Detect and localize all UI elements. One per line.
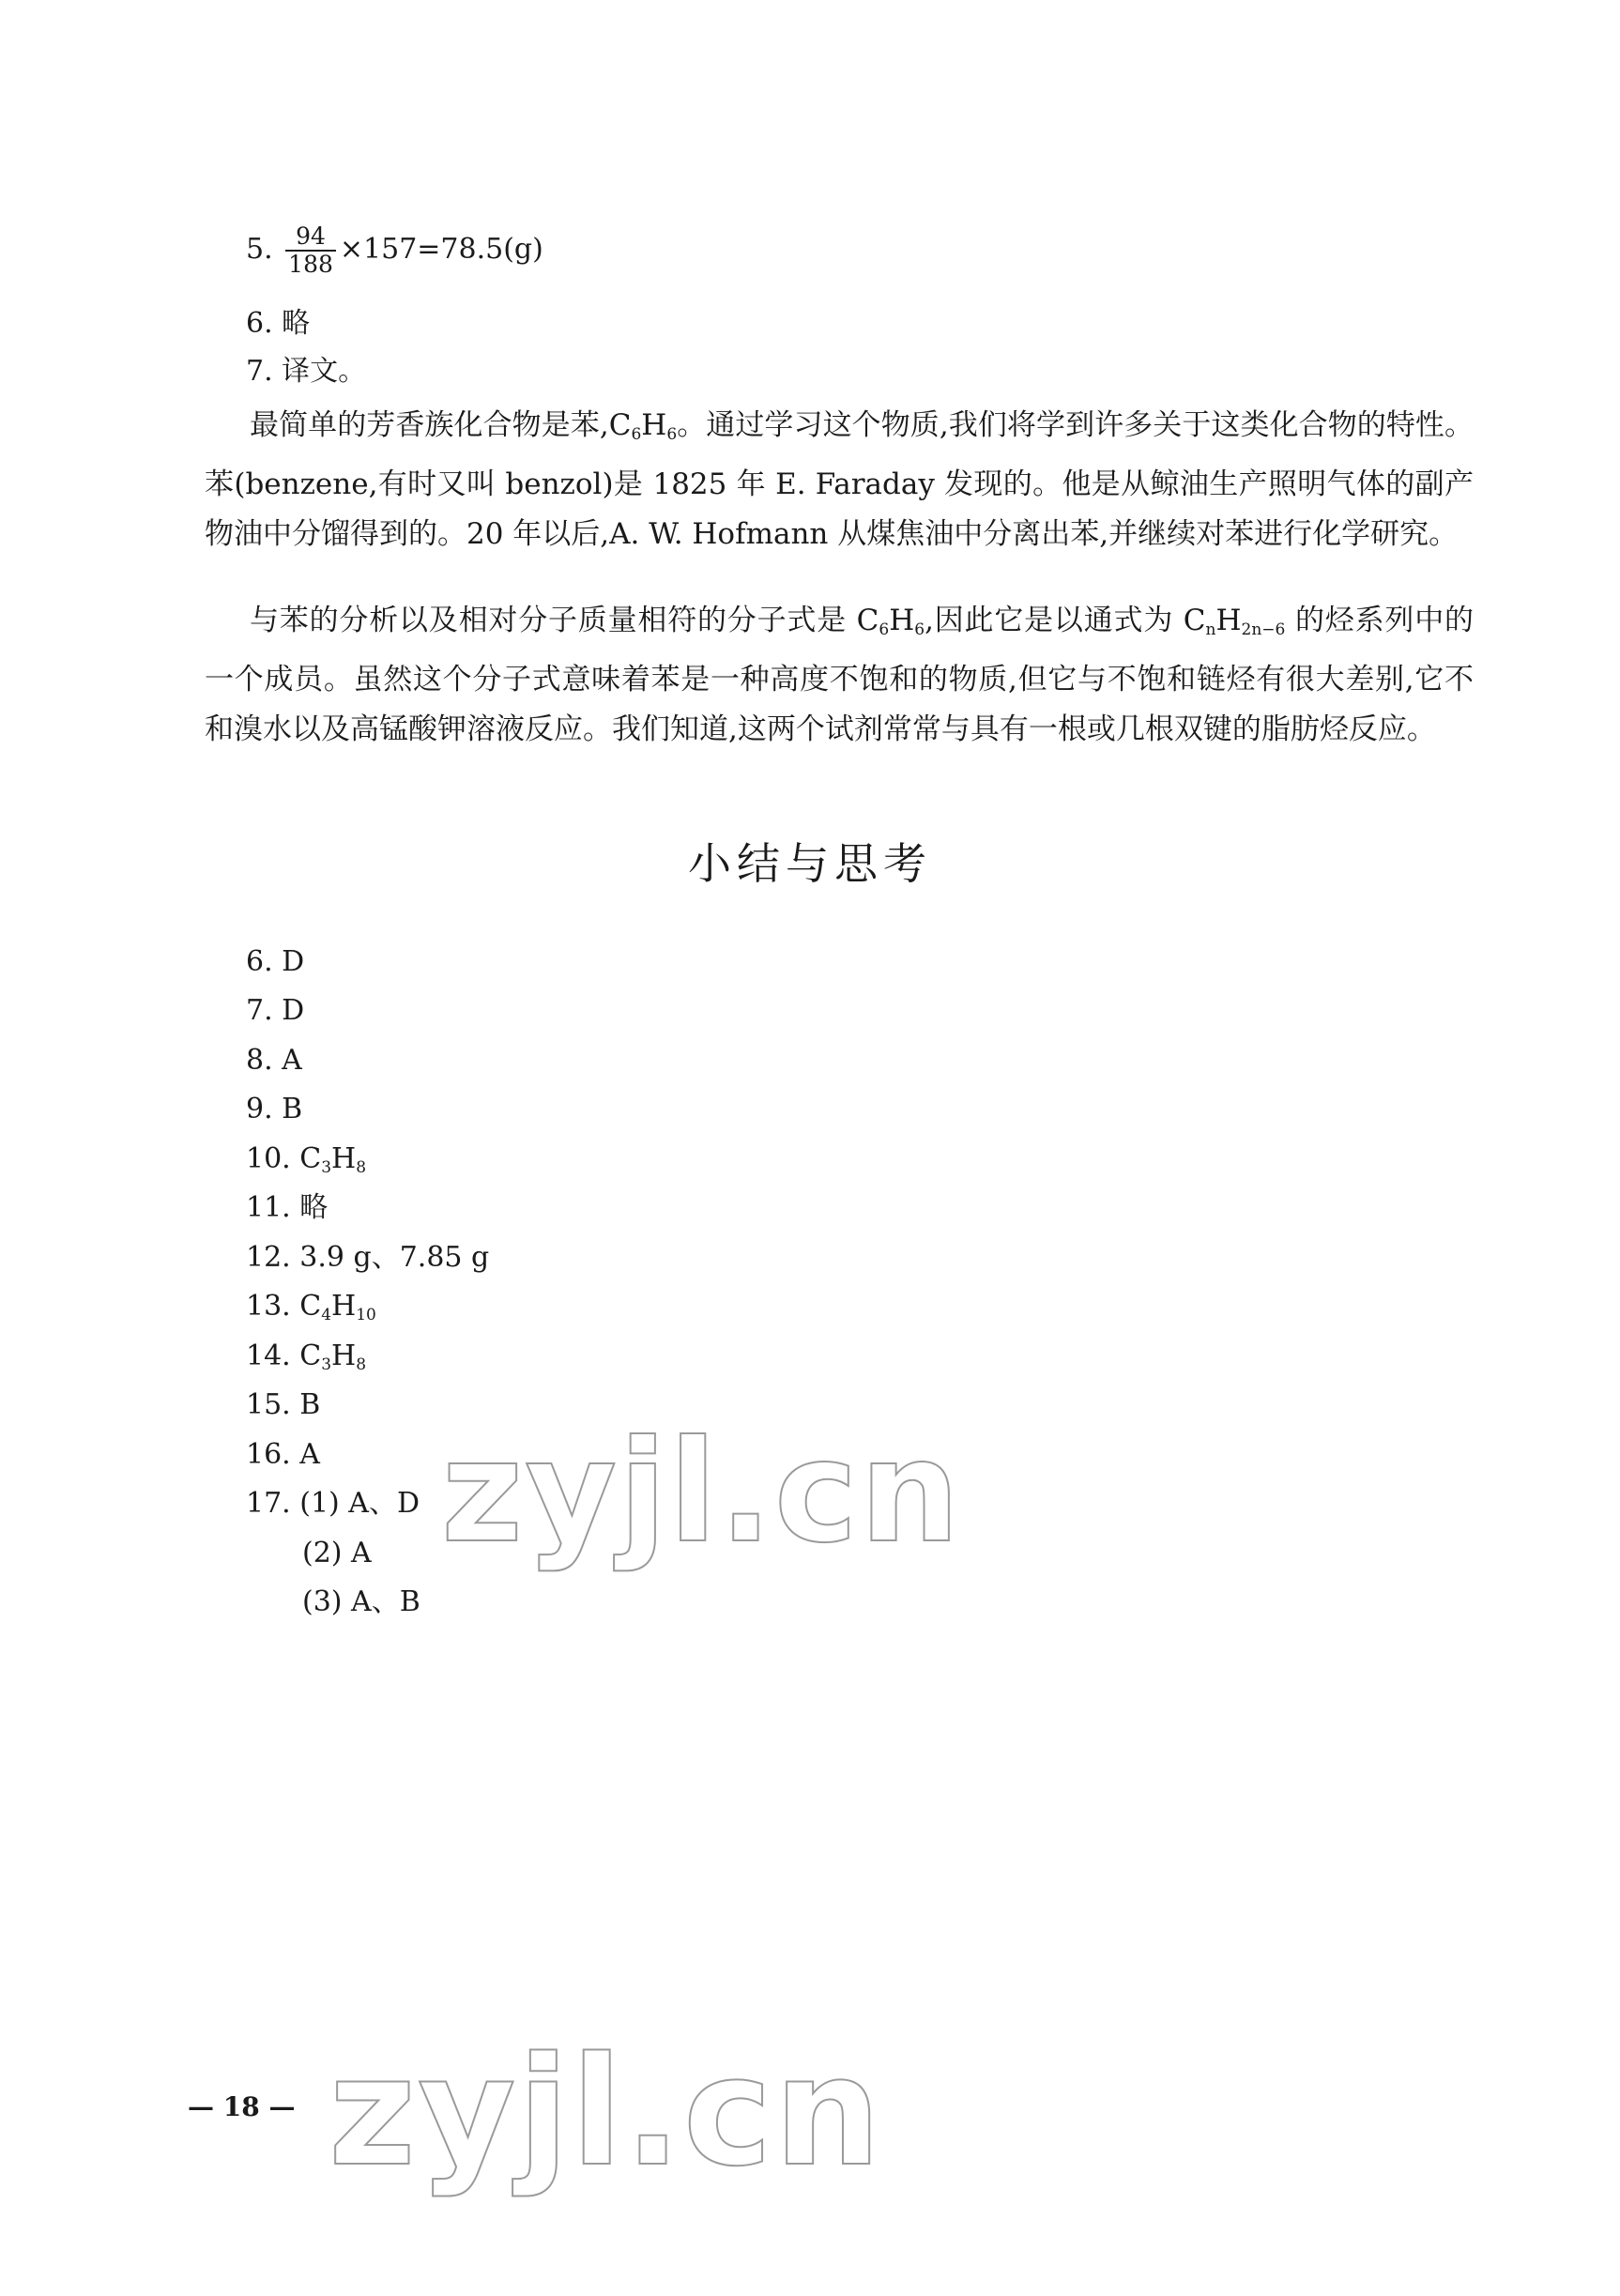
subscript: 6 bbox=[631, 425, 642, 444]
answer-6: 6. 略 bbox=[246, 307, 311, 340]
summary-answer-9: 9. B bbox=[246, 1093, 303, 1125]
page-number: — 18 — bbox=[188, 2091, 296, 2122]
subscript: 4 bbox=[321, 1306, 332, 1324]
summary-answer-17-2: (2) A bbox=[302, 1537, 372, 1569]
subscript: 3 bbox=[321, 1355, 332, 1374]
subscript: 3 bbox=[321, 1158, 332, 1177]
answer-5-fraction bbox=[285, 223, 336, 278]
text-run: 10. C bbox=[246, 1142, 322, 1175]
text-run: H bbox=[889, 604, 915, 637]
fraction-numerator: 94 bbox=[285, 223, 336, 252]
summary-answer-10 bbox=[246, 1140, 366, 1186]
summary-answer-11: 11. 略 bbox=[246, 1191, 329, 1224]
translation-paragraph-1 bbox=[205, 401, 1474, 559]
text-run: 14. C bbox=[246, 1339, 322, 1372]
section-title: 小结与思考 bbox=[688, 838, 932, 889]
text-run: H bbox=[331, 1290, 357, 1323]
text-run: 。通过学习这个物质,我们将学到许多关于这类化合物的特性。苯(benzene,有时又叫 benzol)是 1825 年 E. Faraday 发现的。他是从鲸油生产照明气体的副产物油中分馏得到的。20 年以后,A. W. Hofmann 从煤焦油中分离出苯,并继续对苯进行化学研究。 bbox=[205, 408, 1474, 551]
text-run: 13. C bbox=[246, 1290, 322, 1323]
summary-answer-17-1: 17. (1) A、D bbox=[246, 1487, 420, 1520]
text-run: H bbox=[1215, 604, 1242, 637]
text-run: H bbox=[331, 1339, 357, 1372]
text-run: 的烃系列中的一个成员。虽然这个分子式意味着苯是一种高度不饱和的物质,但它与不饱和链烃有很大差别,它不和溴水以及高锰酸钾溶液反应。我们知道,这两个试剂常常与具有一根或几根双键的脂肪烃反应。 bbox=[205, 604, 1474, 746]
answer-7: 7. 译文。 bbox=[246, 355, 367, 388]
summary-answer-6: 6. D bbox=[246, 945, 305, 978]
summary-answer-16: 16. A bbox=[246, 1438, 320, 1471]
subscript: 8 bbox=[356, 1355, 367, 1374]
text-run: 最简单的芳香族化合物是苯,C bbox=[250, 408, 632, 442]
text-run: 与苯的分析以及相对分子质量相符的分子式是 C bbox=[250, 604, 879, 637]
summary-answer-13 bbox=[246, 1288, 376, 1334]
answer-5 bbox=[246, 223, 543, 278]
subscript: n bbox=[1205, 620, 1216, 639]
translation-paragraph-2 bbox=[205, 596, 1474, 755]
subscript: 6 bbox=[666, 425, 678, 444]
summary-answer-15: 15. B bbox=[246, 1388, 321, 1421]
summary-answer-17-3: (3) A、B bbox=[302, 1585, 420, 1618]
watermark: zyjl.cn bbox=[441, 1411, 962, 1574]
text-run: H bbox=[641, 408, 667, 442]
summary-answer-12: 12. 3.9 g、7.85 g bbox=[246, 1241, 490, 1274]
subscript: 8 bbox=[356, 1158, 367, 1177]
summary-answer-14 bbox=[246, 1338, 366, 1384]
text-run: H bbox=[331, 1142, 357, 1175]
summary-answer-7: 7. D bbox=[246, 994, 305, 1027]
answer-5-rest: ×157=78.5(g) bbox=[339, 233, 543, 266]
subscript: 10 bbox=[356, 1306, 376, 1324]
fraction-denominator: 188 bbox=[288, 251, 333, 278]
summary-answer-8: 8. A bbox=[246, 1044, 302, 1077]
text-run: ,因此它是以通式为 C bbox=[925, 604, 1206, 637]
watermark: zyjl.cn bbox=[329, 2024, 883, 2199]
subscript: 2n−6 bbox=[1241, 620, 1286, 639]
subscript: 6 bbox=[879, 620, 890, 639]
answer-5-number: 5. bbox=[246, 233, 273, 266]
subscript: 6 bbox=[914, 620, 925, 639]
